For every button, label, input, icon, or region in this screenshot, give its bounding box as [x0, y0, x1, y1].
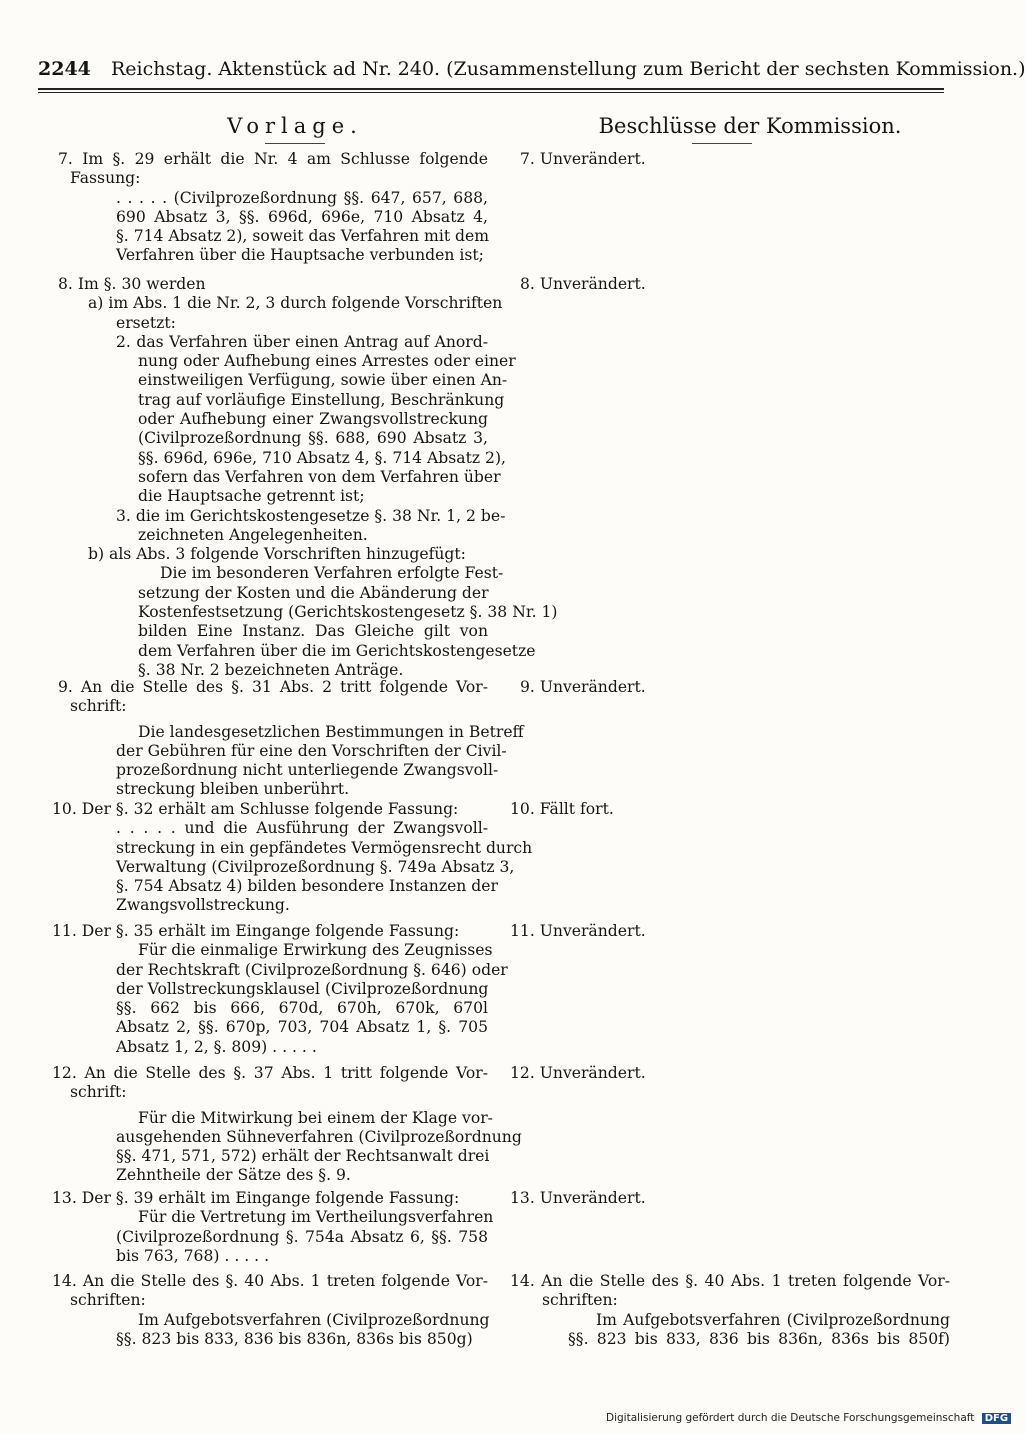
text-line: 7. Im §. 29 erhält die Nr. 4 am Schlusse folgende — [58, 150, 488, 168]
text-line: Zwangsvollstreckung. — [116, 896, 290, 915]
page-number: 2244 — [38, 58, 91, 80]
text-line: Absatz 1, 2, §. 809) . . . . . — [116, 1037, 317, 1056]
beschluss-item-8 — [502, 275, 950, 294]
running-title: Reichstag. Aktenstück ad Nr. 240. (Zusammenstellung zum Bericht der sechsten Kommission.) — [110, 58, 1026, 80]
text-line: 10. Fällt fort. — [510, 800, 614, 818]
text-line: . . . . . und die Ausführung der Zwangsvoll- — [116, 819, 488, 838]
vorlage-item-8 — [48, 275, 558, 680]
footer — [606, 1412, 1011, 1424]
header-rule-bottom — [38, 92, 944, 93]
beschluss-item-9 — [502, 678, 950, 697]
text-line: 10. Der §. 32 erhält am Schlusse folgende Fassung: — [52, 800, 459, 818]
text-line: streckung bleiben unberührt. — [116, 780, 350, 799]
text-line: bilden Eine Instanz. Das Gleiche gilt von — [138, 622, 488, 641]
text-line: 9. An die Stelle des §. 31 Abs. 2 tritt folgende Vor- — [58, 678, 488, 696]
text-line: Für die Mitwirkung bei einem der Klage vor- — [138, 1108, 493, 1127]
text-line: §§. 662 bis 666, 670d, 670h, 670k, 670l — [116, 999, 488, 1018]
text-line: Für die einmalige Erwirkung des Zeugnisses — [138, 941, 493, 960]
text-line: 690 Absatz 3, §§. 696d, 696e, 710 Absatz 4, — [116, 207, 488, 226]
vorlage-item-7 — [48, 150, 488, 266]
page-header — [38, 58, 1026, 90]
beschluss-item-13 — [502, 1189, 950, 1208]
vorlage-item-12 — [48, 1064, 522, 1186]
beschluss-item-11 — [502, 922, 950, 941]
text-line: setzung der Kosten und die Abänderung der — [138, 583, 489, 602]
text-line: schrift: — [70, 697, 127, 716]
text-line: Absatz 2, §§. 670p, 703, 704 Absatz 1, §. 705 — [116, 1018, 488, 1037]
text-line: §. 714 Absatz 2), soweit das Verfahren mit dem — [116, 227, 490, 246]
left-column-vorlage — [48, 150, 558, 1380]
beschluss-item-14 — [502, 1272, 950, 1349]
text-line: dem Verfahren über die im Gerichtskostengesetze — [138, 641, 536, 660]
text-line: 7. Unverändert. — [520, 150, 646, 168]
text-line: schriften: — [70, 1291, 146, 1310]
text-line: die Hauptsache getrennt ist; — [138, 487, 365, 506]
vorlage-item-9 — [48, 678, 524, 800]
text-line: schriften: — [542, 1291, 618, 1310]
text-line: §. 38 Nr. 2 bezeichneten Anträge. — [138, 660, 404, 679]
beschluss-item-7 — [502, 150, 950, 169]
text-line: . . . . . (Civilprozeßordnung §§. 647, 657, 688, — [116, 188, 488, 207]
text-line: einstweiligen Verfügung, sowie über einen An- — [138, 371, 508, 390]
text-line: Im Aufgebotsverfahren (Civilprozeßordnung — [596, 1310, 950, 1329]
text-line: §§. 696d, 696e, 710 Absatz 4, §. 714 Absatz 2), — [138, 448, 506, 467]
text-line: prozeßordnung nicht unterliegende Zwangsvoll- — [116, 761, 499, 780]
vorlage-item-13 — [48, 1189, 494, 1266]
text-line: Im Aufgebotsverfahren (Civilprozeßordnung — [138, 1310, 490, 1329]
text-line: schrift: — [70, 1083, 127, 1102]
beschluss-item-12 — [502, 1064, 950, 1083]
text-line: zeichneten Angelegenheiten. — [138, 525, 368, 544]
left-title-rule — [265, 143, 325, 144]
right-column-title: Beschlüsse der Kommission. — [598, 114, 902, 138]
text-line: der Gebühren für eine den Vorschriften der Civil- — [116, 741, 507, 760]
text-line: a) im Abs. 1 die Nr. 2, 3 durch folgende Vorschriften — [88, 294, 503, 313]
text-line: bis 763, 768) . . . . . — [116, 1246, 270, 1265]
text-line: der Vollstreckungsklausel (Civilprozeßordnung — [116, 979, 489, 998]
text-line: b) als Abs. 3 folgende Vorschriften hinzugefügt: — [88, 545, 466, 564]
right-title-rule — [692, 143, 752, 144]
text-line: §§. 823 bis 833, 836 bis 836n, 836s bis 850g) — [116, 1329, 473, 1348]
text-line: 11. Der §. 35 erhält im Eingange folgende Fassung: — [52, 922, 460, 940]
vorlage-item-14 — [48, 1272, 488, 1349]
vorlage-item-10 — [48, 800, 533, 916]
text-line: oder Aufhebung einer Zwangsvollstreckung — [138, 410, 488, 429]
text-line: ersetzt: — [116, 313, 176, 332]
text-line: Zehntheile der Sätze des §. 9. — [116, 1166, 351, 1185]
text-line: 9. Unverändert. — [520, 678, 646, 696]
header-rule-top — [38, 88, 944, 90]
text-line: 13. Der §. 39 erhält im Eingange folgende Fassung: — [52, 1189, 460, 1207]
dfg-logo: DFG — [982, 1413, 1011, 1424]
text-line: ausgehenden Sühneverfahren (Civilprozeßordnung — [116, 1127, 522, 1146]
text-line: streckung in ein gepfändetes Vermögensrecht durch — [116, 838, 533, 857]
text-line: §. 754 Absatz 4) bilden besondere Instanzen der — [116, 877, 498, 896]
text-line: Fassung: — [70, 169, 141, 188]
text-line: 2. das Verfahren über einen Antrag auf Anord- — [116, 332, 488, 351]
text-line: §§. 823 bis 833, 836 bis 836n, 836s bis 850f) — [568, 1329, 950, 1348]
text-line: 8. Unverändert. — [520, 275, 646, 293]
text-line: Für die Vertretung im Vertheilungsverfahren — [138, 1208, 494, 1227]
text-line: sofern das Verfahren von dem Verfahren über — [138, 467, 501, 486]
text-line: 12. Unverändert. — [510, 1064, 646, 1082]
footer-credit: Digitalisierung gefördert durch die Deutsche Forschungsgemeinschaft — [606, 1412, 975, 1424]
text-line: §§. 471, 571, 572) erhält der Rechtsanwalt drei — [116, 1147, 490, 1166]
text-line: (Civilprozeßordnung §§. 688, 690 Absatz 3, — [138, 429, 488, 448]
text-line: trag auf vorläufige Einstellung, Beschränkung — [138, 390, 505, 409]
text-line: nung oder Aufhebung eines Arrestes oder einer — [138, 352, 516, 371]
text-line: der Rechtskraft (Civilprozeßordnung §. 646) oder — [116, 960, 508, 979]
text-line: 13. Unverändert. — [510, 1189, 646, 1207]
text-line: 14. An die Stelle des §. 40 Abs. 1 treten folgende Vor- — [510, 1272, 950, 1290]
text-line: 3. die im Gerichtskostengesetze §. 38 Nr. 1, 2 be- — [116, 506, 506, 525]
vorlage-item-11 — [48, 922, 508, 1057]
text-line: Kostenfestsetzung (Gerichtskostengesetz §. 38 Nr. 1) — [138, 603, 558, 622]
beschluss-item-10 — [502, 800, 950, 819]
text-line: 8. Im §. 30 werden — [58, 275, 206, 293]
text-line: Verfahren über die Hauptsache verbunden ist; — [116, 246, 484, 265]
text-line: (Civilprozeßordnung §. 754a Absatz 6, §§. 758 — [116, 1227, 488, 1246]
text-line: 14. An die Stelle des §. 40 Abs. 1 treten folgende Vor- — [52, 1272, 488, 1290]
text-line: 12. An die Stelle des §. 37 Abs. 1 tritt folgende Vor- — [52, 1064, 488, 1082]
left-column-title: Vorlage. — [227, 114, 363, 138]
text-line: 11. Unverändert. — [510, 922, 646, 940]
text-line: Verwaltung (Civilprozeßordnung §. 749a Absatz 3, — [116, 857, 515, 876]
right-column-beschluesse — [502, 150, 950, 1380]
text-line: Die landesgesetzlichen Bestimmungen in Betreff — [138, 722, 524, 741]
text-line: Die im besonderen Verfahren erfolgte Fest- — [160, 564, 504, 583]
